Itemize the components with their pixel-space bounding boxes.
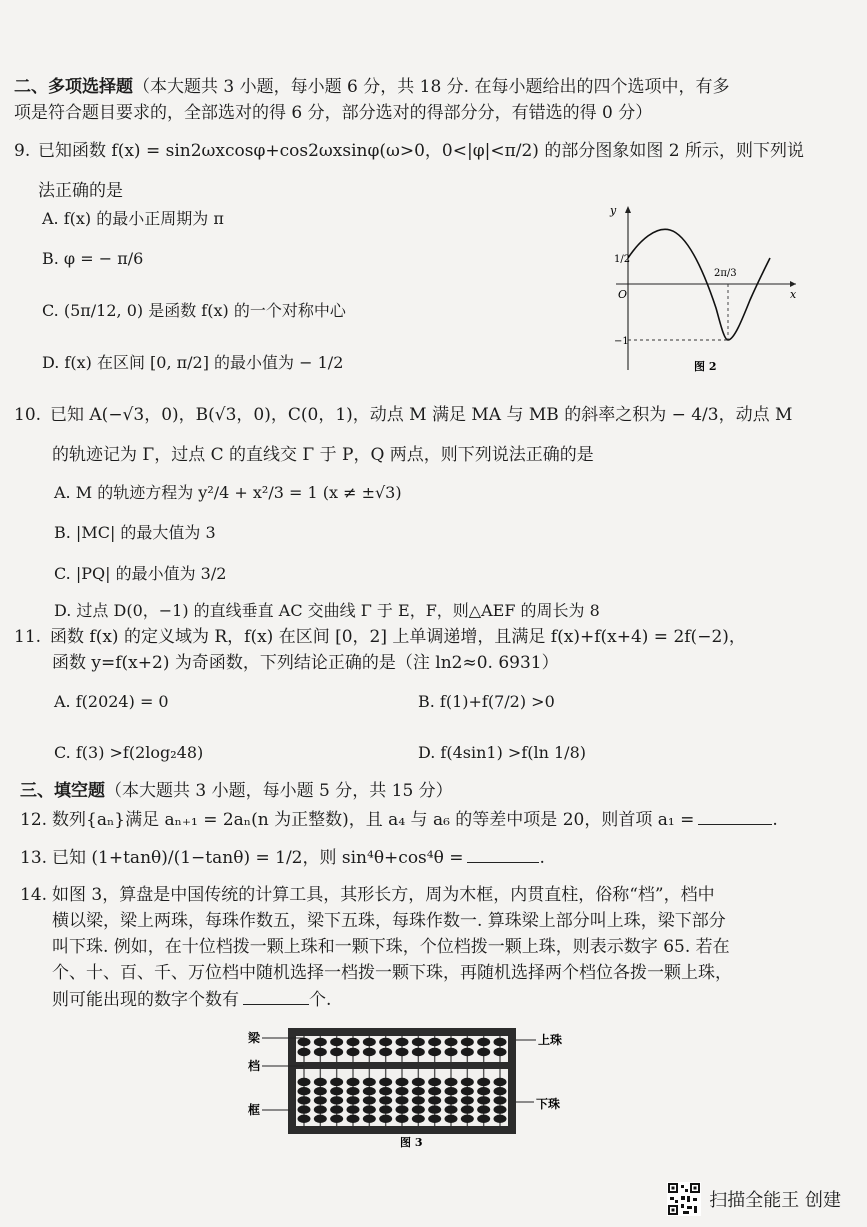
- q13-answer-blank[interactable]: [467, 846, 539, 863]
- q12-stem-a: 数列{aₙ}满足 aₙ₊₁ = 2aₙ(n 为正整数)，且 a₄ 与 a₆ 的等差中项是 20，则首项 a₁ =: [52, 810, 695, 830]
- q14-stem-1: 如图 3，算盘是中国传统的计算工具，其形长方，周为木框，内贯直柱，俗称“档”，档中: [52, 885, 715, 905]
- upper-bead: [396, 1048, 409, 1056]
- q13-stem-a: 已知 (1+tanθ)/(1−tanθ) = 1/2，则 sin⁴θ+cos⁴θ =: [52, 848, 464, 868]
- lower-bead: [428, 1087, 441, 1095]
- lower-bead: [494, 1115, 507, 1123]
- scanner-watermark-text: 扫描全能王 创建: [709, 1190, 841, 1211]
- lower-bead: [298, 1115, 311, 1123]
- lower-bead: [363, 1087, 376, 1095]
- fig2-y-label: y: [610, 204, 617, 217]
- q9-option-a: A. f(x) 的最小正周期为 π: [42, 209, 224, 228]
- q11-option-b: B. f(1)+f(7/2) >0: [418, 692, 555, 711]
- section-2-note-1: （本大题共 3 小题，每小题 6 分，共 18 分. 在每小题给出的四个选项中，有多: [133, 77, 730, 97]
- q12-stem-b: .: [772, 810, 778, 830]
- qr-code-icon: [667, 1182, 701, 1216]
- upper-bead: [363, 1048, 376, 1056]
- lower-bead: [477, 1115, 490, 1123]
- lower-bead: [396, 1096, 409, 1104]
- label-dang: 档: [248, 1059, 261, 1073]
- q10-stem-line-1: [14, 404, 792, 426]
- lower-bead: [396, 1087, 409, 1095]
- lower-bead: [494, 1087, 507, 1095]
- lower-bead: [428, 1115, 441, 1123]
- q10-option-a: A. M 的轨迹方程为 y²/4 + x²/3 = 1 (x ≠ ±√3): [54, 483, 402, 502]
- upper-bead: [494, 1038, 507, 1046]
- lower-bead: [428, 1105, 441, 1113]
- sine-curve: [628, 229, 770, 340]
- q10-number: 10.: [14, 405, 42, 425]
- q14-number: 14.: [20, 885, 48, 905]
- fig2-tick-half: 1/2: [614, 254, 631, 265]
- section-2-title: 二、多项选择题: [14, 77, 133, 97]
- lower-bead: [330, 1115, 343, 1123]
- q10-stem-2: 的轨迹记为 Γ，过点 C 的直线交 Γ 于 P，Q 两点，则下列说法正确的是: [52, 445, 594, 465]
- q9-stem-line-1: [14, 140, 804, 162]
- label-upper-bead: 上珠: [538, 1033, 563, 1047]
- q9-number: 9.: [14, 141, 31, 161]
- q10-option-b: B. |MC| 的最大值为 3: [54, 523, 216, 542]
- lower-bead: [347, 1105, 360, 1113]
- lower-bead: [347, 1115, 360, 1123]
- lower-bead: [412, 1105, 425, 1113]
- upper-bead: [347, 1048, 360, 1056]
- label-kuang: 框: [248, 1103, 261, 1117]
- lower-bead: [363, 1096, 376, 1104]
- lower-bead: [330, 1105, 343, 1113]
- lower-bead: [363, 1115, 376, 1123]
- lower-bead: [412, 1087, 425, 1095]
- q9-stem-2: 法正确的是: [38, 181, 123, 201]
- q12-answer-blank[interactable]: [698, 808, 772, 825]
- upper-bead: [298, 1048, 311, 1056]
- upper-bead: [314, 1038, 327, 1046]
- q11-stem-line-1: [14, 626, 746, 648]
- fig3-caption: 图 3: [400, 1136, 423, 1149]
- fig2-x-label: x: [790, 288, 797, 301]
- lower-bead: [379, 1105, 392, 1113]
- lower-bead: [314, 1105, 327, 1113]
- q10-option-c: C. |PQ| 的最小值为 3/2: [54, 564, 227, 583]
- upper-bead: [396, 1038, 409, 1046]
- lower-bead: [445, 1096, 458, 1104]
- lower-bead: [314, 1096, 327, 1104]
- q10-option-d: D. 过点 D(0，−1) 的直线垂直 AC 交曲线 Γ 于 E，F，则△AEF 的周长为 8: [54, 601, 600, 620]
- q14-stem-line-1: [20, 884, 715, 906]
- upper-bead: [428, 1048, 441, 1056]
- q13-number: 13.: [20, 848, 48, 868]
- q9-option-c: C. (5π/12, 0) 是函数 f(x) 的一个对称中心: [42, 301, 346, 320]
- upper-bead: [461, 1048, 474, 1056]
- lower-bead: [477, 1078, 490, 1086]
- lower-bead: [379, 1096, 392, 1104]
- q11-option-c: C. f(3) >f(2log₂48): [54, 743, 204, 762]
- lower-bead: [396, 1078, 409, 1086]
- lower-bead: [412, 1096, 425, 1104]
- label-lower-bead: 下珠: [536, 1097, 561, 1111]
- lower-bead: [347, 1096, 360, 1104]
- upper-bead: [298, 1038, 311, 1046]
- lower-bead: [298, 1096, 311, 1104]
- section-2-line-1: [14, 76, 730, 98]
- lower-bead: [379, 1078, 392, 1086]
- q14-stem-4: 个、十、百、千、万位档中随机选择一档拨一颗下珠，再随机选择两个档位各拨一颗上珠，: [52, 963, 732, 983]
- q10-stem-1: 已知 A(−√3，0)，B(√3，0)，C(0，1)，动点 M 满足 MA 与 MB 的斜率之积为 − 4/3，动点 M: [50, 405, 793, 425]
- upper-bead: [379, 1038, 392, 1046]
- y-axis-arrow-icon: [625, 206, 631, 213]
- lower-bead: [330, 1096, 343, 1104]
- q12-number: 12.: [20, 810, 48, 830]
- scanner-watermark: [667, 1182, 841, 1216]
- lower-bead: [298, 1105, 311, 1113]
- section-3-note: （本大题共 3 小题，每小题 5 分，共 15 分）: [105, 781, 453, 801]
- upper-bead: [477, 1048, 490, 1056]
- q14-stem-5b: 个.: [309, 990, 332, 1010]
- lower-bead: [330, 1087, 343, 1095]
- upper-bead: [494, 1048, 507, 1056]
- lower-bead: [445, 1105, 458, 1113]
- lower-bead: [314, 1115, 327, 1123]
- fig2-caption: 图 2: [694, 360, 717, 373]
- lower-bead: [298, 1087, 311, 1095]
- abacus-drawing: [288, 1028, 516, 1134]
- q13-stem-b: .: [539, 848, 545, 868]
- lower-bead: [445, 1115, 458, 1123]
- upper-bead: [314, 1048, 327, 1056]
- lower-bead: [314, 1087, 327, 1095]
- lower-bead: [347, 1087, 360, 1095]
- lower-bead: [477, 1105, 490, 1113]
- section-3-title: 三、填空题: [20, 781, 105, 801]
- lower-bead: [396, 1105, 409, 1113]
- q14-stem-3: 叫下珠. 例如，在十位档拨一颗上珠和一颗下珠，个位档拨一颗上珠，则表示数字 65. 若在: [52, 937, 730, 957]
- lower-bead: [428, 1078, 441, 1086]
- lower-bead: [428, 1096, 441, 1104]
- q9-stem-1: 已知函数 f(x) = sin2ωxcosφ+cos2ωxsinφ(ω>0，0<|φ|<π/2) 的部分图象如图 2 所示，则下列说: [38, 141, 804, 161]
- upper-bead: [428, 1038, 441, 1046]
- lower-bead: [330, 1078, 343, 1086]
- lower-bead: [314, 1078, 327, 1086]
- lower-bead: [298, 1078, 311, 1086]
- lower-bead: [379, 1087, 392, 1095]
- lower-bead: [494, 1096, 507, 1104]
- x-axis-arrow-icon: [790, 281, 796, 287]
- fig2-tick-x: 2π/3: [714, 268, 737, 279]
- q11-stem-1: 函数 f(x) 的定义域为 R，f(x) 在区间 [0，2] 上单调递增，且满足 f(x)+f(x+4) = 2f(−2)，: [50, 627, 746, 647]
- q14-answer-blank[interactable]: [243, 988, 309, 1005]
- lower-bead: [477, 1096, 490, 1104]
- lower-bead: [461, 1096, 474, 1104]
- fig2-tick-neg1: −1: [614, 336, 629, 347]
- upper-bead: [347, 1038, 360, 1046]
- q11-option-d: D. f(4sin1) >f(ln 1/8): [418, 743, 586, 762]
- upper-bead: [330, 1048, 343, 1056]
- q14-stem-5a: 则可能出现的数字个数有: [52, 990, 239, 1010]
- figure-2-graph: [608, 200, 808, 380]
- lower-bead: [477, 1087, 490, 1095]
- fig2-origin-label: O: [618, 288, 628, 301]
- q11-option-a: A. f(2024) = 0: [54, 692, 169, 711]
- lower-bead: [461, 1078, 474, 1086]
- lower-bead: [494, 1105, 507, 1113]
- upper-bead: [379, 1048, 392, 1056]
- section-2-note-2: 项是符合题目要求的，全部选对的得 6 分，部分选对的得部分分，有错选的得 0 分）: [14, 103, 653, 123]
- lower-bead: [412, 1115, 425, 1123]
- lower-bead: [363, 1078, 376, 1086]
- q12-line: [20, 808, 778, 831]
- upper-bead: [445, 1038, 458, 1046]
- q13-line: [20, 846, 545, 869]
- q14-stem-line-5: [52, 988, 331, 1011]
- lower-bead: [363, 1105, 376, 1113]
- upper-bead: [412, 1038, 425, 1046]
- lower-bead: [461, 1115, 474, 1123]
- q14-stem-2: 横以梁，梁上两珠，每珠作数五，梁下五珠，每珠作数一. 算珠梁上部分叫上珠，梁下部分: [52, 911, 726, 931]
- q9-option-b: B. φ = − π/6: [42, 249, 144, 268]
- upper-bead: [461, 1038, 474, 1046]
- lower-bead: [412, 1078, 425, 1086]
- section-3-line: [20, 780, 453, 802]
- upper-bead: [477, 1038, 490, 1046]
- q11-number: 11.: [14, 627, 42, 647]
- upper-bead: [412, 1048, 425, 1056]
- lower-bead: [396, 1115, 409, 1123]
- lower-bead: [347, 1078, 360, 1086]
- q9-option-d: D. f(x) 在区间 [0, π/2] 的最小值为 − 1/2: [42, 353, 344, 372]
- q11-stem-2: 函数 y=f(x+2) 为奇函数，下列结论正确的是（注 ln2≈0. 6931）: [52, 653, 559, 673]
- abacus-beam-top: [296, 1062, 508, 1069]
- lower-bead: [494, 1078, 507, 1086]
- lower-bead: [379, 1115, 392, 1123]
- upper-bead: [445, 1048, 458, 1056]
- upper-bead: [330, 1038, 343, 1046]
- lower-bead: [445, 1078, 458, 1086]
- lower-bead: [461, 1087, 474, 1095]
- lower-bead: [445, 1087, 458, 1095]
- label-liang: 梁: [248, 1031, 261, 1045]
- figure-3-abacus: [244, 1022, 584, 1152]
- upper-bead: [363, 1038, 376, 1046]
- lower-bead: [461, 1105, 474, 1113]
